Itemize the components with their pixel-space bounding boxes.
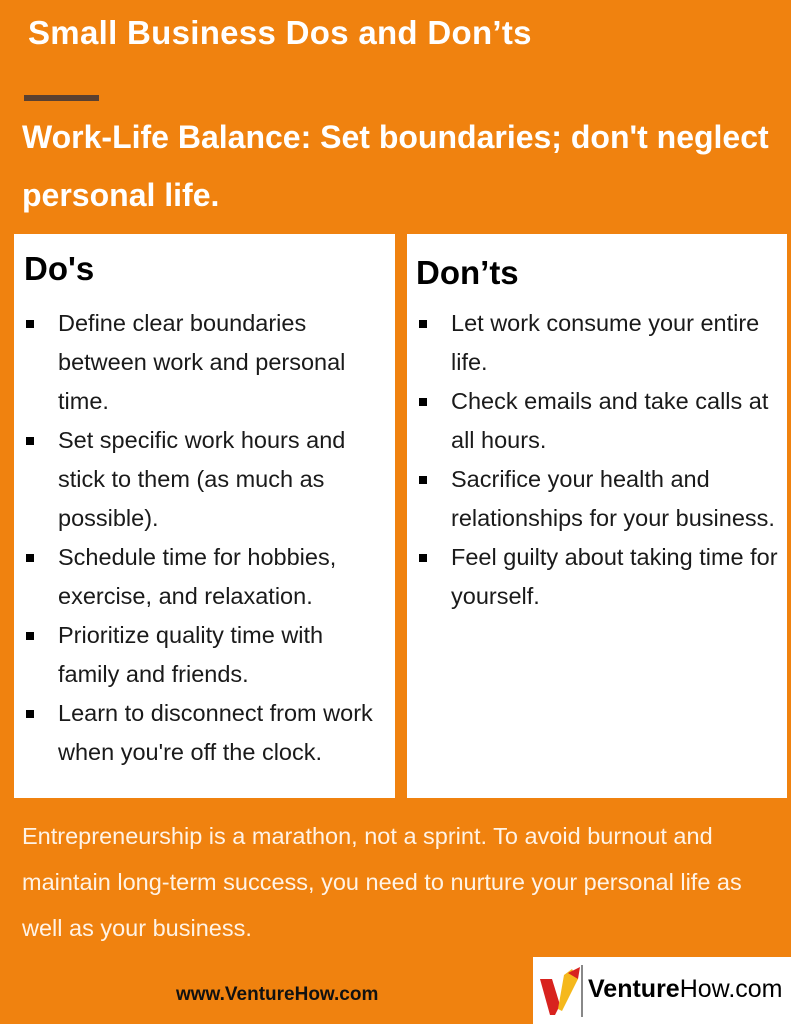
donts-item [407,382,787,460]
donts-heading: Don’ts [416,254,519,291]
dos-item [14,304,395,421]
square-bullet-icon [26,632,34,640]
venturehow-logo [533,957,791,1024]
square-bullet-icon [26,710,34,718]
donts-item [407,538,787,616]
donts-item [407,304,787,382]
square-bullet-icon [26,320,34,328]
donts-item-text: Feel guilty about taking time for yourself. [451,544,778,609]
square-bullet-icon [419,398,427,406]
donts-item-text: Let work consume your entire life. [451,310,760,375]
square-bullet-icon [419,554,427,562]
dos-item-text: Schedule time for hobbies, exercise, and relaxation. [58,544,337,609]
dos-item [14,538,395,616]
donts-item-text: Check emails and take calls at all hours. [451,388,769,453]
logo-bold-text: Venture [588,975,680,1003]
square-bullet-icon [419,320,427,328]
venturehow-logo-icon [538,965,584,1017]
logo-regular-text: How.com [679,975,783,1003]
dos-heading: Do's [24,250,95,287]
closing-paragraph: Entrepreneurship is a marathon, not a sprint. To avoid burnout and maintain long-term success, you need to nurture your personal life as well as your business. [22,823,742,941]
dos-list [14,304,395,772]
donts-item [407,460,787,538]
dos-item-text: Set specific work hours and stick to them (as much as possible). [58,427,346,531]
square-bullet-icon [26,554,34,562]
logo-wordmark [588,975,783,1004]
dos-item-text: Learn to disconnect from work when you're off the clock. [58,700,373,765]
square-bullet-icon [26,437,34,445]
square-bullet-icon [419,476,427,484]
donts-list [407,304,787,616]
dos-panel [14,234,395,798]
section-subtitle: Work-Life Balance: Set boundaries; don't neglect personal life. [22,119,769,213]
dos-item-text: Define clear boundaries between work and personal time. [58,310,346,414]
dos-item [14,694,395,772]
donts-panel [407,234,787,798]
dos-item [14,616,395,694]
dos-item-text: Prioritize quality time with family and friends. [58,622,324,687]
donts-item-text: Sacrifice your health and relationships for your business. [451,466,775,531]
logo-divider [581,965,583,1017]
dos-item [14,421,395,538]
title-divider [24,95,99,101]
website-link[interactable]: www.VentureHow.com [176,984,379,1005]
page-title: Small Business Dos and Don’ts [28,14,532,51]
